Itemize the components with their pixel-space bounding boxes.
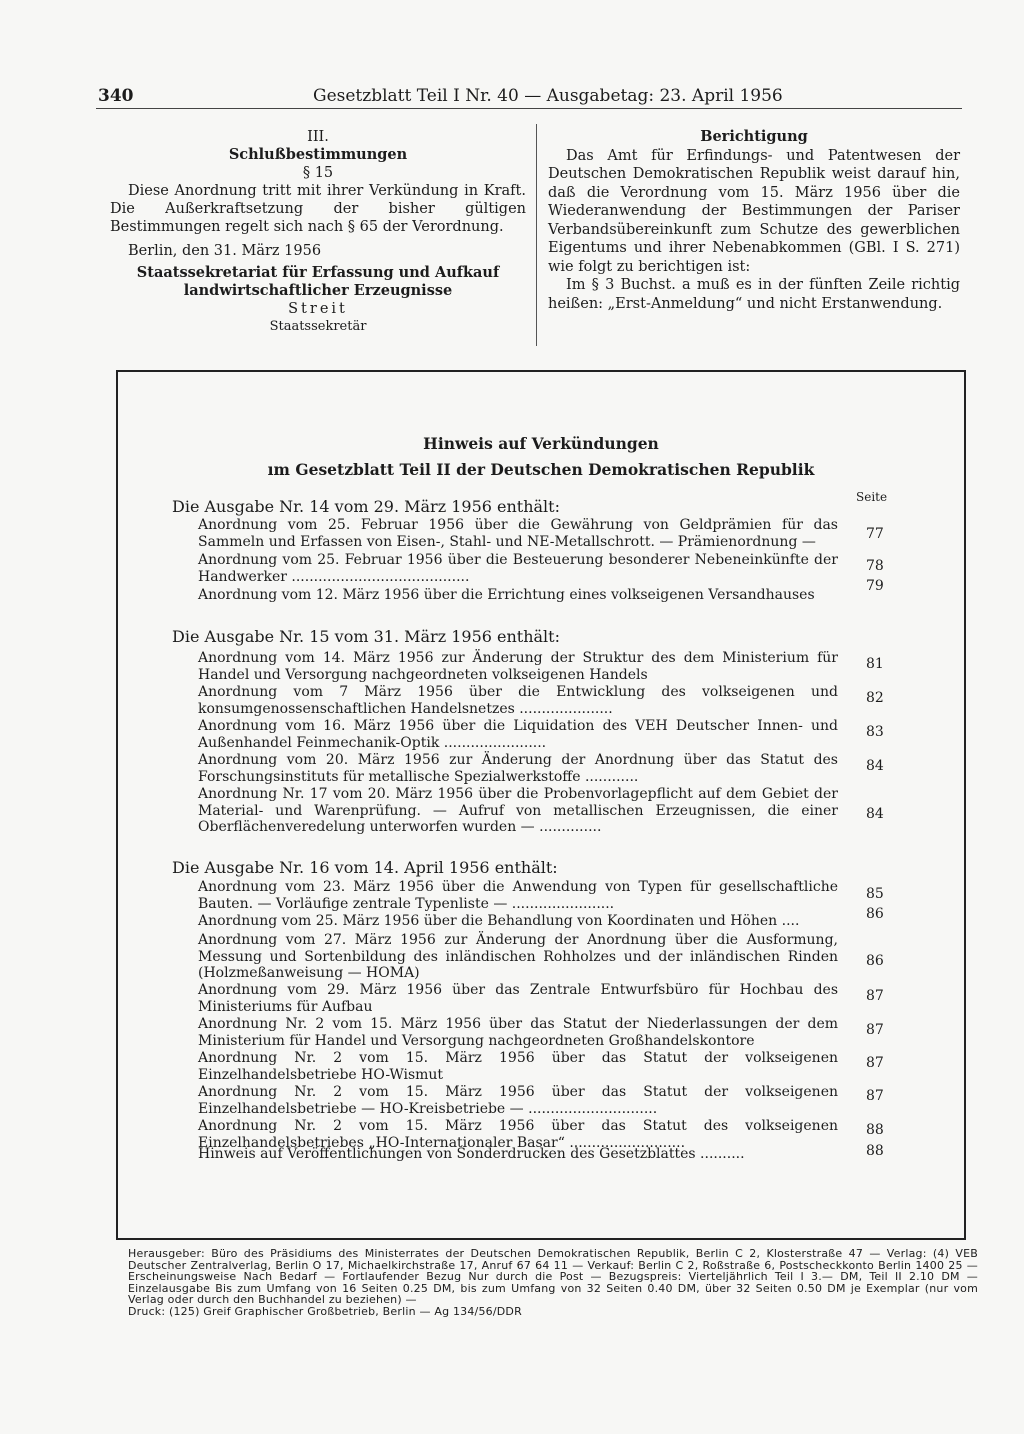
signer-name: Streit [288, 301, 348, 317]
left-column [110, 128, 526, 336]
entry-page: 88 [866, 1143, 884, 1159]
notice-title-2: ım Gesetzblatt Teil II der Deutschen Demokratischen Republik [267, 460, 815, 479]
imprint-text: Herausgeber: Büro des Präsidiums des Ministerrates der Deutschen Demokratischen Republik, Berlin C 2, Klosterstraße 47 — Verlag: (4) VEB Deutscher Zentralverlag, Berlin O 17, Michaelkirchstraße 17, Anruf 67 64 11 — Verkauf: Berlin C 2, Roßstraße 6, Postscheckkonto Berlin 1400 25 — Erscheinungsweise Nach Bedarf — Fortlaufender Bezug Nur durch die Post — Bezugspreis: Vierteljährlich Teil I 3.— DM, Teil II 2.10 DM — Einzelausgabe Bis zum Umfang von 16 Seiten 0.25 DM, bis zum Umfang von 32 Seiten 0.40 DM, über 32 Seiten 0.50 DM je Exemplar (nur vom Verlag oder durch den Buchhandel zu beziehen) — [128, 1247, 978, 1306]
notice-title-1: Hinweis auf Verkündungen [423, 434, 659, 453]
notice-entry: Anordnung vom 25. Februar 1956 über die Besteuerung besonderer Nebeneinkünfte der Handwerker ........................................ [198, 552, 838, 585]
column-divider [536, 124, 537, 346]
section-title: Schlußbestimmungen [228, 146, 408, 163]
header-rule [96, 108, 962, 109]
notice-entry: Anordnung vom 25. März 1956 über die Behandlung von Koordinaten und Höhen .... [198, 913, 800, 929]
authority-line-2: landwirtschaftlicher Erzeugnisse [183, 282, 453, 299]
notice-entry: Anordnung Nr. 17 vom 20. März 1956 über die Probenvorlagepflicht auf dem Gebiet der Material- und Warenprüfung. — Aufruf von metallischen Erzeugnissen, die einer Oberflächenveredelung unterworfen wurden — .............. [198, 786, 838, 835]
entry-page: 84 [866, 758, 884, 774]
entry-page: 86 [866, 953, 884, 969]
notice-entry: Anordnung Nr. 2 vom 15. März 1956 über das Statut der Niederlassungen der dem Ministerium für Handel und Versorgung nachgeordneten Großhandelskontore [198, 1016, 838, 1049]
notice-entry: Anordnung vom 14. März 1956 zur Änderung der Struktur des dem Ministerium für Handel und Versorgung nachgeordneten volkseigenen Handels [198, 650, 838, 683]
entry-page: 79 [866, 578, 884, 594]
print-line: Druck: (125) Greif Graphischer Großbetrieb, Berlin — Ag 134/56/DDR [128, 1304, 522, 1318]
entry-page: 83 [866, 724, 884, 740]
notice-entry: Anordnung vom 23. März 1956 über die Anwendung von Typen für gesellschaftliche Bauten. — Vorläufige zentrale Typenliste — ....................... [198, 879, 838, 912]
page-column-label: Seite [856, 490, 888, 504]
entry-page: 85 [866, 886, 884, 902]
notice-entry: Anordnung vom 27. März 1956 zur Änderung der Anordnung über die Ausformung, Messung und Sortenbildung des inländischen Rohholzes und der inländischen Rinden (Holzmeßanweisung — HOMA) [198, 932, 838, 981]
issue-heading: Die Ausgabe Nr. 14 vom 29. März 1956 enthält: [172, 497, 560, 516]
page-number: 340 [98, 86, 134, 106]
entry-page: 86 [866, 906, 884, 922]
place-date: Berlin, den 31. März 1956 [128, 243, 322, 259]
right-column [548, 128, 960, 313]
entry-page: 78 [866, 558, 884, 574]
section-number: III. [307, 129, 329, 145]
entry-page: 81 [866, 656, 884, 672]
entry-page: 87 [866, 1022, 884, 1038]
correction-text: Das Amt für Erfindungs- und Patentwesen der Deutschen Demokratischen Republik weist darauf hin, daß die Verordnung vom 15. März 1956 über die Wiederanwendung der Bestimmungen der Pariser Verbandsübereinkunft zum Schutze des gewerblichen Eigentums und ihrer Nebenabkommen (GBl. I S. 271) wie folgt zu berichtigen ist: [548, 147, 960, 275]
gazette-title: Gesetzblatt Teil I Nr. 40 — Ausgabetag: 23. April 1956 [313, 86, 783, 106]
correction-fix: Im § 3 Buchst. a muß es in der fünften Zeile richtig heißen: „Erst-Anmeldung“ und nicht Erstanwendung. [548, 277, 960, 312]
entry-page: 88 [866, 1122, 884, 1138]
paragraph-number: § 15 [302, 165, 334, 181]
signer-title: Staatssekretär [269, 319, 367, 334]
notice-entry: Anordnung vom 12. März 1956 über die Errichtung eines volkseigenen Versandhauses [198, 587, 815, 603]
notice-entry: Anordnung vom 20. März 1956 zur Änderung der Anordnung über das Statut des Forschungsinstituts für metallische Spezialwerkstoffe ............ [198, 752, 838, 785]
issue-heading: Die Ausgabe Nr. 16 vom 14. April 1956 enthält: [172, 858, 558, 877]
notice-entry: Hinweis auf Veröffentlichungen von Sonderdrucken des Gesetzblattes .......... [198, 1146, 745, 1162]
notice-entry: Anordnung Nr. 2 vom 15. März 1956 über das Statut des volkseigenen Einzelhandelsbetriebes „HO-Internationaler Basar“ .......................... [198, 1118, 838, 1151]
notice-entry: Anordnung vom 25. Februar 1956 über die Gewährung von Geldprämien für das Sammeln und Erfassen von Eisen-, Stahl- und NE-Metallschrott. — Prämienordnung — [198, 517, 838, 550]
authority-line-1: Staatssekretariat für Erfassung und Aufkauf [136, 264, 500, 281]
correction-title: Berichtigung [700, 128, 808, 145]
notice-entry: Anordnung vom 7 März 1956 über die Entwicklung des volkseigenen und konsumgenossenschaftlichen Handelsnetzes ..................... [198, 684, 838, 717]
imprint-footer [128, 1248, 978, 1317]
entry-page: 84 [866, 806, 884, 822]
entry-page: 87 [866, 1055, 884, 1071]
entry-page: 82 [866, 690, 884, 706]
notice-entry: Anordnung vom 29. März 1956 über das Zentrale Entwurfsbüro für Hochbau des Ministeriums für Aufbau [198, 982, 838, 1015]
notice-entry: Anordnung Nr. 2 vom 15. März 1956 über das Statut der volkseigenen Einzelhandelsbetriebe HO-Wismut [198, 1050, 838, 1083]
entry-page: 87 [866, 988, 884, 1004]
entry-page: 87 [866, 1088, 884, 1104]
entry-page: 77 [866, 526, 884, 542]
notice-entry: Anordnung vom 16. März 1956 über die Liquidation des VEH Deutscher Innen- und Außenhandel Feinmechanik-Optik ....................... [198, 718, 838, 751]
issue-heading: Die Ausgabe Nr. 15 vom 31. März 1956 enthält: [172, 627, 560, 646]
section-text: Diese Anordnung tritt mit ihrer Verkündung in Kraft. Die Außerkraftsetzung der bisher gültigen Bestimmungen regelt sich nach § 65 der Verordnung. [110, 183, 526, 235]
notice-entry: Anordnung Nr. 2 vom 15. März 1956 über das Statut der volkseigenen Einzelhandelsbetriebe — HO-Kreisbetriebe — ............................. [198, 1084, 838, 1117]
